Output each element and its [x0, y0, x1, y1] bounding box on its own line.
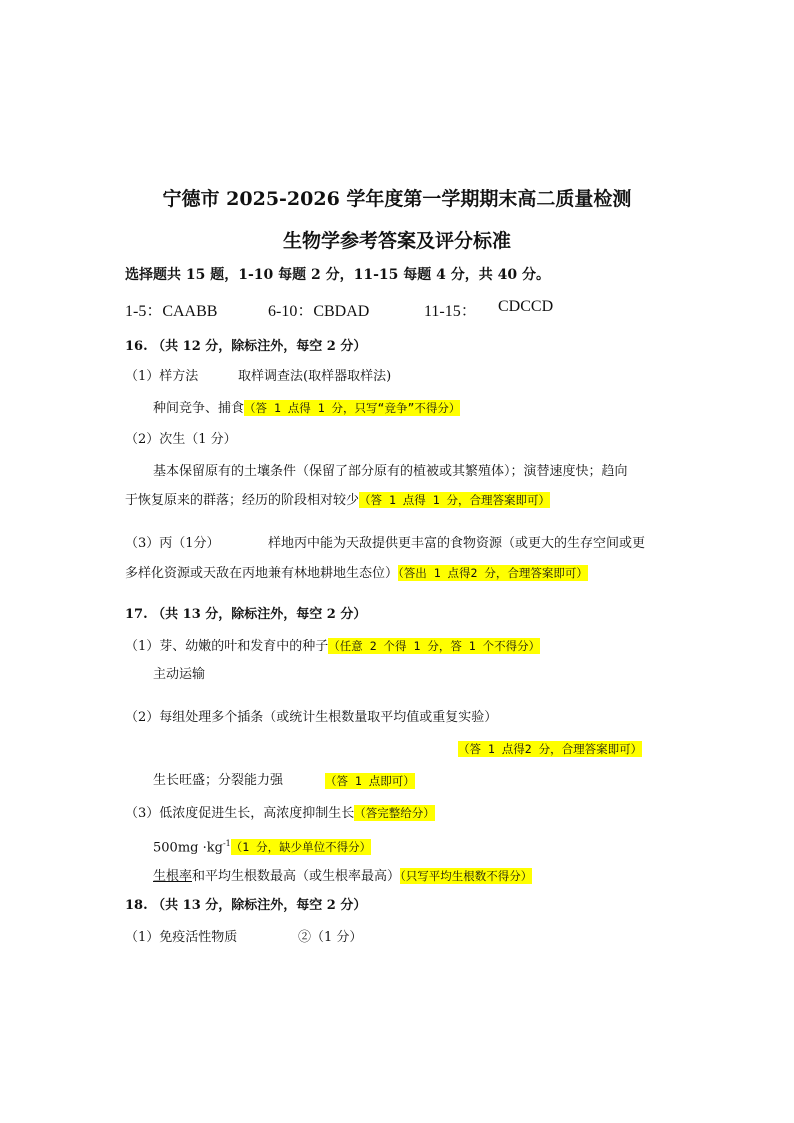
- q17-p3-dose: 500mg ·kg: [153, 840, 223, 856]
- q16-p2-line2: [125, 491, 550, 510]
- q17-p3-underlined: 生根率: [153, 869, 193, 884]
- page-title: 宁德市 2025-2026 学年度第一学期期末高二质量检测: [162, 188, 632, 210]
- q17-p2-note2-row: [325, 772, 415, 791]
- answers-11-15-value: CDCCD: [498, 298, 554, 315]
- q17-p2-note: （答 1 点得2 分，合理答案即可）: [458, 742, 643, 756]
- q17-p1-text: （1）芽、幼嫩的叶和发育中的种子: [125, 639, 329, 654]
- q16-p2-label: （2）次生（1 分）: [125, 432, 237, 447]
- q17-p2-line2: 生长旺盛；分裂能力强: [153, 773, 284, 788]
- q16-p3-line2: [125, 564, 588, 583]
- answers-6-10: 6-10：CBDAD: [268, 303, 370, 320]
- q17-p3-text: （3）低浓度促进生长，高浓度抑制生长: [125, 806, 355, 821]
- q17-p3-sup: -1: [222, 839, 231, 848]
- q16-heading: 16. （共 12 分，除标注外，每空 2 分）: [125, 339, 367, 354]
- answers-11-15-label: 11-15：: [424, 303, 477, 320]
- q16-p1-alt: 取样调查法(取样器取样法): [238, 369, 392, 384]
- q17-p2-note-row: [458, 740, 642, 759]
- answers-1-5: 1-5：CAABB: [125, 303, 218, 320]
- q16-p2-note: （答 1 点得 1 分，合理答案即可）: [359, 493, 551, 507]
- q17-p1-note: （任意 2 个得 1 分，答 1 个不得分）: [328, 639, 541, 653]
- q16-p1-line2: [153, 399, 460, 418]
- q17-p3-note: （答完整给分）: [354, 806, 435, 820]
- q17-p1: [125, 637, 540, 656]
- q16-p1-note: （答 1 点得 1 分，只写“竞争”不得分）: [244, 401, 461, 415]
- q17-p3-note2: （1 分，缺少单位不得分）: [230, 840, 372, 855]
- q18-heading: 18. （共 13 分，除标注外，每空 2 分）: [125, 898, 367, 913]
- q17-p3-line3-text: 和平均生根数最高（或生根率最高）: [192, 869, 401, 884]
- q16-p1-line2-text: 种间竞争、捕食: [153, 401, 245, 416]
- q17-p3: [125, 804, 435, 823]
- q16-p3-label: （3）丙（1分）: [125, 536, 220, 551]
- q16-p2-text1: 基本保留原有的土壤条件（保留了部分原有的植被或其繁殖体）；演替速度快；趋向: [153, 464, 628, 479]
- q16-p3-text2: 多样化资源或天敌在丙地兼有林地耕地生态位）: [125, 566, 399, 581]
- q18-p1-ans: ②（1 分）: [298, 930, 363, 945]
- q16-p2-text2: 于恢复原来的群落；经历的阶段相对较少: [125, 493, 360, 508]
- q17-p2-text: （2）每组处理多个插条（或统计生根数量取平均值或重复实验）: [125, 710, 498, 725]
- page-subtitle: 生物学参考答案及评分标准: [282, 230, 511, 252]
- q17-p1-line2: 主动运输: [153, 667, 206, 682]
- q16-p3-note: （答出 1 点得2 分，合理答案即可）: [398, 566, 588, 580]
- q16-p3-text1: 样地丙中能为天敌提供更丰富的食物资源（或更大的生存空间或更: [268, 536, 646, 551]
- q18-p1-label: （1）免疫活性物质: [125, 930, 238, 945]
- q17-p3-note3: （只写平均生根数不得分）: [400, 869, 533, 883]
- choice-intro: 选择题共 15 题，1-10 每题 2 分，11-15 每题 4 分，共 40 分。: [125, 267, 550, 283]
- q16-p1-label: （1）样方法: [125, 369, 199, 384]
- q17-p2-note2: （答 1 点即可）: [325, 774, 415, 788]
- q17-p3-dose-row: [153, 835, 371, 857]
- q17-heading: 17. （共 13 分，除标注外，每空 2 分）: [125, 607, 367, 622]
- q17-p3-line3: [153, 867, 532, 886]
